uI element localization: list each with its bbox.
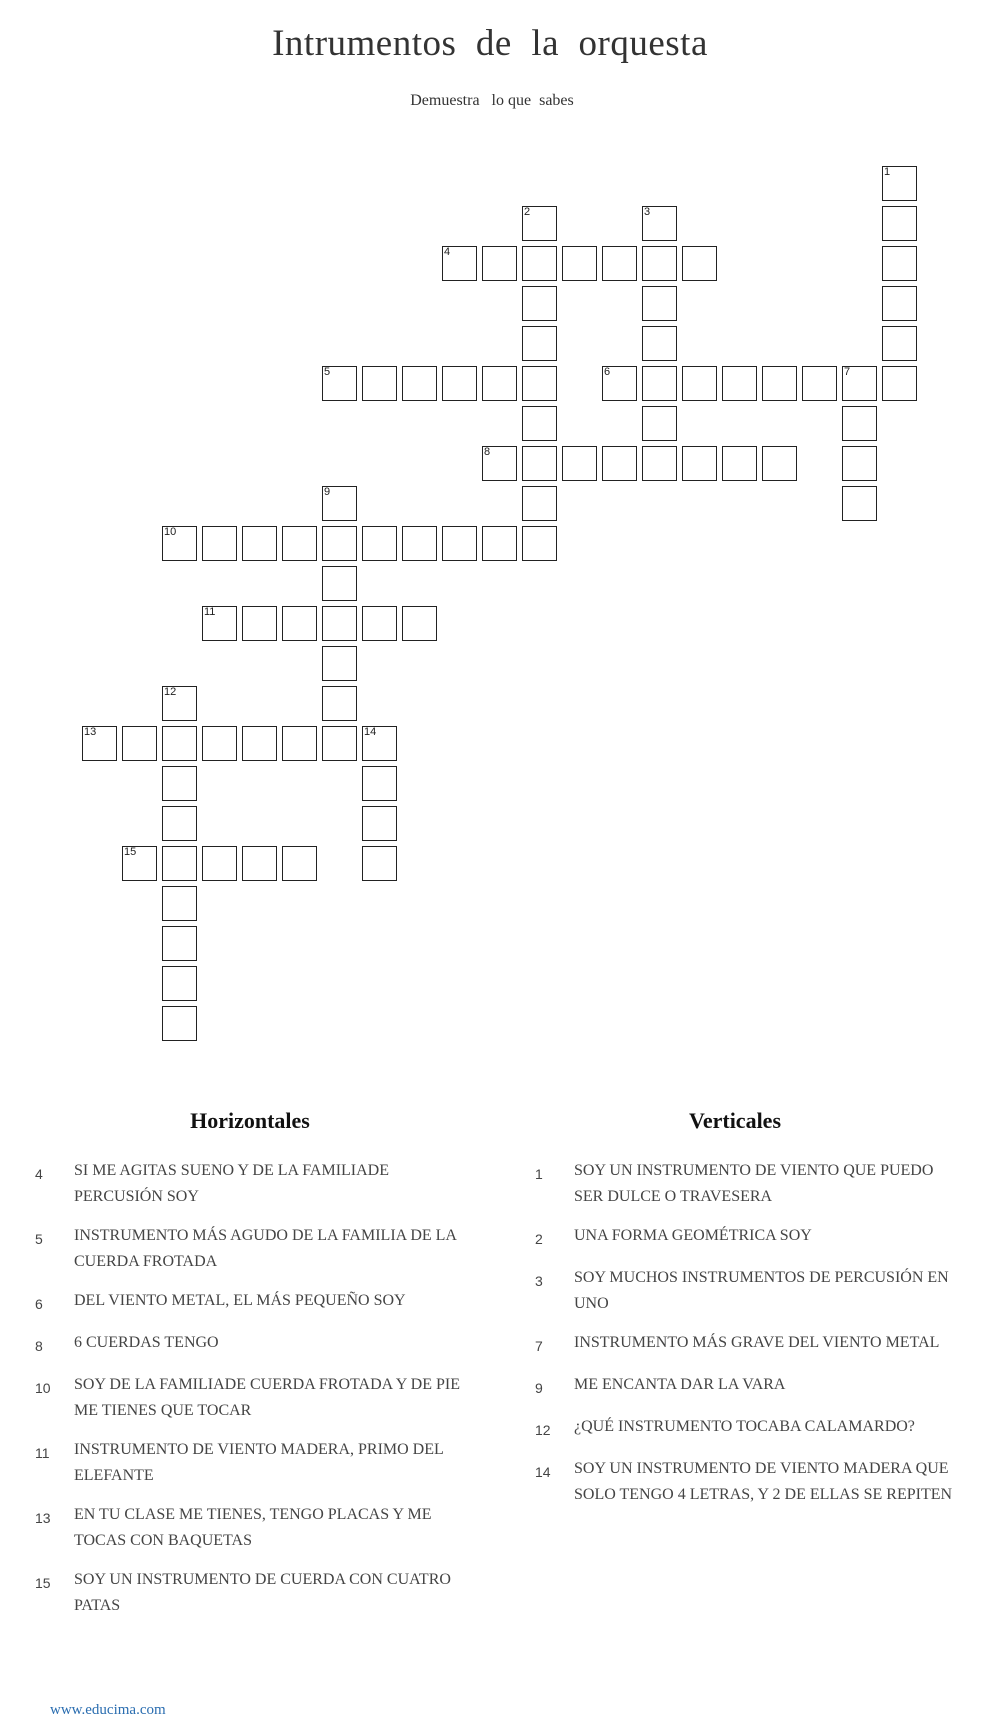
crossword-cell[interactable] bbox=[322, 646, 357, 681]
crossword-cell[interactable] bbox=[322, 366, 357, 401]
crossword-cell[interactable] bbox=[162, 766, 197, 801]
across-clues bbox=[35, 1108, 475, 1632]
crossword-cell-input[interactable] bbox=[523, 447, 556, 480]
crossword-cell[interactable] bbox=[162, 726, 197, 761]
clue-number: 15 bbox=[35, 1575, 51, 1591]
crossword-cell[interactable] bbox=[442, 526, 477, 561]
crossword-cell-input[interactable] bbox=[643, 247, 676, 280]
crossword-cell[interactable] bbox=[322, 686, 357, 721]
crossword-cell[interactable] bbox=[482, 446, 517, 481]
crossword-cell[interactable] bbox=[402, 366, 437, 401]
crossword-cell[interactable] bbox=[282, 846, 317, 881]
clue-item bbox=[535, 1330, 955, 1359]
crossword-cell[interactable] bbox=[802, 366, 837, 401]
crossword-cell-input[interactable] bbox=[643, 327, 676, 360]
crossword-cell-input[interactable] bbox=[243, 847, 276, 880]
clue-text: 6 CUERDAS TENGO bbox=[74, 1334, 219, 1351]
crossword-cell[interactable] bbox=[882, 246, 917, 281]
crossword-cell-input[interactable] bbox=[643, 207, 676, 240]
crossword-cell-input[interactable] bbox=[523, 207, 556, 240]
crossword-cell[interactable] bbox=[322, 526, 357, 561]
crossword-cell-input[interactable] bbox=[603, 447, 636, 480]
crossword-cell-input[interactable] bbox=[243, 527, 276, 560]
crossword-cell-input[interactable] bbox=[723, 447, 756, 480]
clue-number: 1 bbox=[535, 1166, 543, 1182]
crossword-cell-input[interactable] bbox=[523, 287, 556, 320]
crossword-cell-input[interactable] bbox=[323, 567, 356, 600]
crossword-cell-input[interactable] bbox=[523, 407, 556, 440]
clue-text: INSTRUMENTO MÁS GRAVE DEL VIENTO METAL bbox=[574, 1334, 940, 1351]
crossword-cell[interactable] bbox=[362, 726, 397, 761]
crossword-cell-input[interactable] bbox=[323, 367, 356, 400]
crossword-cell-input[interactable] bbox=[163, 1007, 196, 1040]
clue-item bbox=[35, 1288, 475, 1317]
clue-number: 6 bbox=[35, 1296, 43, 1312]
clue-number-label: 4 bbox=[444, 246, 451, 258]
clue-number: 7 bbox=[535, 1338, 543, 1354]
crossword-cell[interactable] bbox=[882, 326, 917, 361]
crossword-cell-input[interactable] bbox=[523, 327, 556, 360]
crossword-cell-input[interactable] bbox=[803, 367, 836, 400]
clue-number: 8 bbox=[35, 1338, 43, 1354]
crossword-cell-input[interactable] bbox=[83, 727, 116, 760]
crossword-cell[interactable] bbox=[322, 726, 357, 761]
clue-text: SOY DE LA FAMILIADE CUERDA FROTADA Y DE PIE ME TIENES QUE TOCAR bbox=[74, 1376, 460, 1419]
crossword-cell-input[interactable] bbox=[163, 767, 196, 800]
across-clue-list bbox=[35, 1158, 475, 1619]
crossword-cell-input[interactable] bbox=[163, 687, 196, 720]
crossword-cell-input[interactable] bbox=[683, 247, 716, 280]
crossword-cell-input[interactable] bbox=[883, 167, 916, 200]
crossword-cell-input[interactable] bbox=[363, 727, 396, 760]
crossword-cell[interactable] bbox=[162, 926, 197, 961]
crossword-cell[interactable] bbox=[362, 846, 397, 881]
crossword-cell[interactable] bbox=[162, 526, 197, 561]
page-title: Intrumentos de la orquesta bbox=[272, 23, 708, 64]
crossword-cell-input[interactable] bbox=[483, 447, 516, 480]
crossword-cell-input[interactable] bbox=[403, 607, 436, 640]
crossword-cell-input[interactable] bbox=[523, 247, 556, 280]
crossword-cell[interactable] bbox=[242, 606, 277, 641]
clue-item bbox=[535, 1372, 955, 1401]
down-heading: Verticales bbox=[688, 1108, 782, 1133]
crossword-cell[interactable] bbox=[682, 246, 717, 281]
crossword-cell[interactable] bbox=[322, 566, 357, 601]
crossword-cell[interactable] bbox=[242, 846, 277, 881]
clue-item bbox=[35, 1437, 475, 1489]
crossword-cell-input[interactable] bbox=[163, 847, 196, 880]
crossword-cell[interactable] bbox=[522, 246, 557, 281]
crossword-cell-input[interactable] bbox=[883, 207, 916, 240]
crossword-cell-input[interactable] bbox=[883, 367, 916, 400]
crossword-cell-input[interactable] bbox=[163, 527, 196, 560]
crossword-cell[interactable] bbox=[842, 446, 877, 481]
crossword-cell[interactable] bbox=[202, 846, 237, 881]
crossword-cell[interactable] bbox=[562, 246, 597, 281]
crossword-cell[interactable] bbox=[882, 286, 917, 321]
crossword-cell[interactable] bbox=[162, 1006, 197, 1041]
footer-link[interactable]: www.educima.com bbox=[50, 1702, 166, 1718]
crossword-cell-input[interactable] bbox=[283, 727, 316, 760]
clue-number: 3 bbox=[535, 1273, 543, 1289]
crossword-cell[interactable] bbox=[402, 606, 437, 641]
crossword-cell-input[interactable] bbox=[363, 807, 396, 840]
crossword-cell-input[interactable] bbox=[203, 847, 236, 880]
crossword-cell[interactable] bbox=[522, 406, 557, 441]
clue-number: 12 bbox=[535, 1422, 551, 1438]
clue-text: EN TU CLASE ME TIENES, TENGO PLACAS Y ME TOCAS CON BAQUETAS bbox=[74, 1506, 432, 1549]
crossword-cell-input[interactable] bbox=[163, 807, 196, 840]
clue-number-label: 8 bbox=[484, 446, 491, 458]
crossword-cell[interactable] bbox=[362, 806, 397, 841]
crossword-cell[interactable] bbox=[362, 526, 397, 561]
crossword-cell[interactable] bbox=[362, 606, 397, 641]
crossword-cell[interactable] bbox=[642, 366, 677, 401]
clue-item bbox=[35, 1502, 475, 1554]
crossword-cell[interactable] bbox=[762, 366, 797, 401]
crossword-cell-input[interactable] bbox=[403, 527, 436, 560]
clue-text: SI ME AGITAS SUENO Y DE LA FAMILIADE PERCUSIÓN SOY bbox=[74, 1162, 390, 1205]
clue-number: 5 bbox=[35, 1231, 43, 1247]
crossword-cell[interactable] bbox=[722, 366, 757, 401]
crossword-cell-input[interactable] bbox=[163, 967, 196, 1000]
crossword-cell[interactable] bbox=[762, 446, 797, 481]
crossword-cell-input[interactable] bbox=[683, 447, 716, 480]
crossword-cell[interactable] bbox=[362, 366, 397, 401]
crossword-cell-input[interactable] bbox=[643, 447, 676, 480]
crossword-cell[interactable] bbox=[482, 366, 517, 401]
crossword-cell-input[interactable] bbox=[643, 407, 676, 440]
clue-number: 9 bbox=[535, 1380, 543, 1396]
crossword-cell[interactable] bbox=[602, 366, 637, 401]
crossword-cell[interactable] bbox=[282, 606, 317, 641]
crossword-cell-input[interactable] bbox=[163, 927, 196, 960]
clue-number-label: 15 bbox=[124, 846, 137, 858]
crossword-cell-input[interactable] bbox=[363, 847, 396, 880]
crossword-cell-input[interactable] bbox=[843, 487, 876, 520]
crossword-cell-input[interactable] bbox=[323, 727, 356, 760]
crossword-cell[interactable] bbox=[842, 366, 877, 401]
crossword-cell[interactable] bbox=[122, 846, 157, 881]
crossword-cell[interactable] bbox=[482, 526, 517, 561]
clue-number-label: 9 bbox=[324, 486, 331, 498]
clue-item bbox=[35, 1330, 475, 1359]
across-heading: Horizontales bbox=[190, 1108, 310, 1133]
clue-text: ¿QUÉ INSTRUMENTO TOCABA CALAMARDO? bbox=[574, 1418, 915, 1435]
crossword-cell-input[interactable] bbox=[323, 527, 356, 560]
crossword-cell-input[interactable] bbox=[443, 247, 476, 280]
clue-item bbox=[535, 1223, 955, 1252]
crossword-cell[interactable] bbox=[602, 446, 637, 481]
clue-text: SOY MUCHOS INSTRUMENTOS DE PERCUSIÓN EN UNO bbox=[574, 1269, 949, 1312]
clue-item bbox=[35, 1158, 475, 1210]
clue-number: 10 bbox=[35, 1380, 51, 1396]
crossword-cell[interactable] bbox=[162, 686, 197, 721]
clue-number: 4 bbox=[35, 1166, 43, 1182]
crossword-cell-input[interactable] bbox=[123, 727, 156, 760]
clue-number: 11 bbox=[35, 1445, 50, 1461]
clue-text: SOY UN INSTRUMENTO DE VIENTO MADERA QUE SOLO TENGO 4 LETRAS, Y 2 DE ELLAS SE REPITEN bbox=[574, 1460, 953, 1503]
crossword-cell[interactable] bbox=[322, 486, 357, 521]
crossword-cell[interactable] bbox=[362, 766, 397, 801]
crossword-cell[interactable] bbox=[642, 406, 677, 441]
crossword-cell-input[interactable] bbox=[763, 367, 796, 400]
crossword-cell-input[interactable] bbox=[523, 527, 556, 560]
crossword-cell[interactable] bbox=[522, 286, 557, 321]
crossword-cell-input[interactable] bbox=[403, 367, 436, 400]
crossword-cell-input[interactable] bbox=[883, 247, 916, 280]
clue-number-label: 12 bbox=[164, 686, 177, 698]
crossword-cell[interactable] bbox=[882, 206, 917, 241]
crossword-cell[interactable] bbox=[642, 446, 677, 481]
crossword-cell-input[interactable] bbox=[723, 367, 756, 400]
crossword-cell[interactable] bbox=[482, 246, 517, 281]
crossword-cell-input[interactable] bbox=[363, 607, 396, 640]
clue-text: SOY UN INSTRUMENTO DE CUERDA CON CUATRO PATAS bbox=[74, 1571, 451, 1614]
crossword-cell-input[interactable] bbox=[323, 487, 356, 520]
clue-text: INSTRUMENTO DE VIENTO MADERA, PRIMO DEL ELEFANTE bbox=[74, 1441, 444, 1484]
crossword-cell[interactable] bbox=[442, 366, 477, 401]
crossword-cell-input[interactable] bbox=[163, 727, 196, 760]
clue-number-label: 7 bbox=[844, 366, 851, 378]
crossword-cell-input[interactable] bbox=[283, 847, 316, 880]
down-clue-list bbox=[535, 1158, 955, 1508]
crossword-cell-input[interactable] bbox=[843, 367, 876, 400]
clue-number: 14 bbox=[535, 1464, 551, 1480]
crossword-cell-input[interactable] bbox=[483, 367, 516, 400]
crossword-cell[interactable] bbox=[242, 526, 277, 561]
clue-number-label: 14 bbox=[364, 726, 377, 738]
crossword-cell[interactable] bbox=[602, 246, 637, 281]
crossword-cell[interactable] bbox=[162, 886, 197, 921]
clue-number-label: 11 bbox=[204, 606, 216, 618]
crossword-cell[interactable] bbox=[682, 366, 717, 401]
clue-text: DEL VIENTO METAL, EL MÁS PEQUEÑO SOY bbox=[74, 1292, 406, 1309]
clue-item bbox=[35, 1372, 475, 1424]
crossword-cell[interactable] bbox=[202, 726, 237, 761]
crossword-cell[interactable] bbox=[162, 806, 197, 841]
crossword-cell-input[interactable] bbox=[323, 687, 356, 720]
clue-number-label: 10 bbox=[164, 526, 177, 538]
crossword-cell-input[interactable] bbox=[443, 527, 476, 560]
crossword-cell[interactable] bbox=[282, 726, 317, 761]
crossword-cell-input[interactable] bbox=[203, 527, 236, 560]
crossword-cell-input[interactable] bbox=[363, 527, 396, 560]
crossword-cell[interactable] bbox=[562, 446, 597, 481]
crossword-cell[interactable] bbox=[242, 726, 277, 761]
crossword-cell[interactable] bbox=[402, 526, 437, 561]
crossword-cell-input[interactable] bbox=[283, 527, 316, 560]
page-subtitle: Demuestra lo que sabes bbox=[410, 92, 574, 109]
crossword-cell[interactable] bbox=[882, 166, 917, 201]
clue-item bbox=[535, 1265, 955, 1317]
clue-item bbox=[535, 1456, 955, 1508]
crossword-cell[interactable] bbox=[202, 606, 237, 641]
crossword-cell[interactable] bbox=[642, 286, 677, 321]
crossword-cell-input[interactable] bbox=[763, 447, 796, 480]
crossword-cell[interactable] bbox=[442, 246, 477, 281]
crossword-cell[interactable] bbox=[642, 326, 677, 361]
crossword-cell[interactable] bbox=[842, 406, 877, 441]
clue-number-label: 13 bbox=[84, 726, 97, 738]
crossword-cell-input[interactable] bbox=[843, 447, 876, 480]
crossword-cell-input[interactable] bbox=[163, 887, 196, 920]
clue-item bbox=[35, 1567, 475, 1619]
crossword-cell[interactable] bbox=[522, 446, 557, 481]
crossword-cell-input[interactable] bbox=[323, 647, 356, 680]
crossword-cell-input[interactable] bbox=[523, 367, 556, 400]
crossword-cell-input[interactable] bbox=[643, 287, 676, 320]
crossword-cell[interactable] bbox=[882, 366, 917, 401]
crossword-cell[interactable] bbox=[162, 966, 197, 1001]
crossword-cell[interactable] bbox=[642, 206, 677, 241]
crossword-cell[interactable] bbox=[522, 526, 557, 561]
crossword-cell-input[interactable] bbox=[483, 527, 516, 560]
crossword-cell-input[interactable] bbox=[203, 727, 236, 760]
crossword-cell[interactable] bbox=[122, 726, 157, 761]
clue-number: 2 bbox=[535, 1231, 543, 1247]
clue-number-label: 2 bbox=[524, 206, 531, 218]
crossword-cell-input[interactable] bbox=[243, 607, 276, 640]
crossword-cell[interactable] bbox=[682, 446, 717, 481]
crossword-cell[interactable] bbox=[322, 606, 357, 641]
clue-number-label: 1 bbox=[884, 166, 891, 178]
crossword-cell-input[interactable] bbox=[363, 367, 396, 400]
crossword-cell-input[interactable] bbox=[523, 487, 556, 520]
crossword-cell[interactable] bbox=[202, 526, 237, 561]
clue-number-label: 6 bbox=[604, 366, 611, 378]
crossword-cell[interactable] bbox=[522, 486, 557, 521]
crossword-cell-input[interactable] bbox=[563, 447, 596, 480]
clue-text: ME ENCANTA DAR LA VARA bbox=[574, 1376, 786, 1393]
clue-item bbox=[35, 1223, 475, 1275]
crossword-cell-input[interactable] bbox=[323, 607, 356, 640]
crossword-cell-input[interactable] bbox=[283, 607, 316, 640]
clue-text: INSTRUMENTO MÁS AGUDO DE LA FAMILIA DE LA CUERDA FROTADA bbox=[74, 1227, 457, 1270]
crossword-cell-input[interactable] bbox=[843, 407, 876, 440]
clue-text: SOY UN INSTRUMENTO DE VIENTO QUE PUEDO SER DULCE O TRAVESERA bbox=[574, 1162, 934, 1205]
crossword-cell[interactable] bbox=[522, 366, 557, 401]
crossword-cell-input[interactable] bbox=[603, 367, 636, 400]
crossword-cell[interactable] bbox=[522, 326, 557, 361]
clue-number-label: 3 bbox=[644, 206, 651, 218]
crossword-cell[interactable] bbox=[162, 846, 197, 881]
crossword-cell-input[interactable] bbox=[123, 847, 156, 880]
crossword-cell-input[interactable] bbox=[883, 287, 916, 320]
crossword-cell-input[interactable] bbox=[683, 367, 716, 400]
crossword-cell[interactable] bbox=[522, 206, 557, 241]
crossword-cell-input[interactable] bbox=[443, 367, 476, 400]
clue-number: 13 bbox=[35, 1510, 51, 1526]
crossword-cell[interactable] bbox=[642, 246, 677, 281]
clue-number-label: 5 bbox=[324, 366, 331, 378]
clue-item bbox=[535, 1414, 955, 1443]
down-clues bbox=[535, 1108, 955, 1521]
crossword-cell-input[interactable] bbox=[243, 727, 276, 760]
crossword-cell[interactable] bbox=[282, 526, 317, 561]
clue-text: UNA FORMA GEOMÉTRICA SOY bbox=[574, 1227, 812, 1244]
crossword-cell-input[interactable] bbox=[603, 247, 636, 280]
crossword-cell-input[interactable] bbox=[883, 327, 916, 360]
crossword-cell[interactable] bbox=[842, 486, 877, 521]
crossword-cell-input[interactable] bbox=[483, 247, 516, 280]
crossword-cell[interactable] bbox=[722, 446, 757, 481]
crossword-cell-input[interactable] bbox=[563, 247, 596, 280]
crossword-cell[interactable] bbox=[82, 726, 117, 761]
crossword-cell-input[interactable] bbox=[363, 767, 396, 800]
crossword-cell-input[interactable] bbox=[203, 607, 236, 640]
crossword-cell-input[interactable] bbox=[643, 367, 676, 400]
clue-item bbox=[535, 1158, 955, 1210]
